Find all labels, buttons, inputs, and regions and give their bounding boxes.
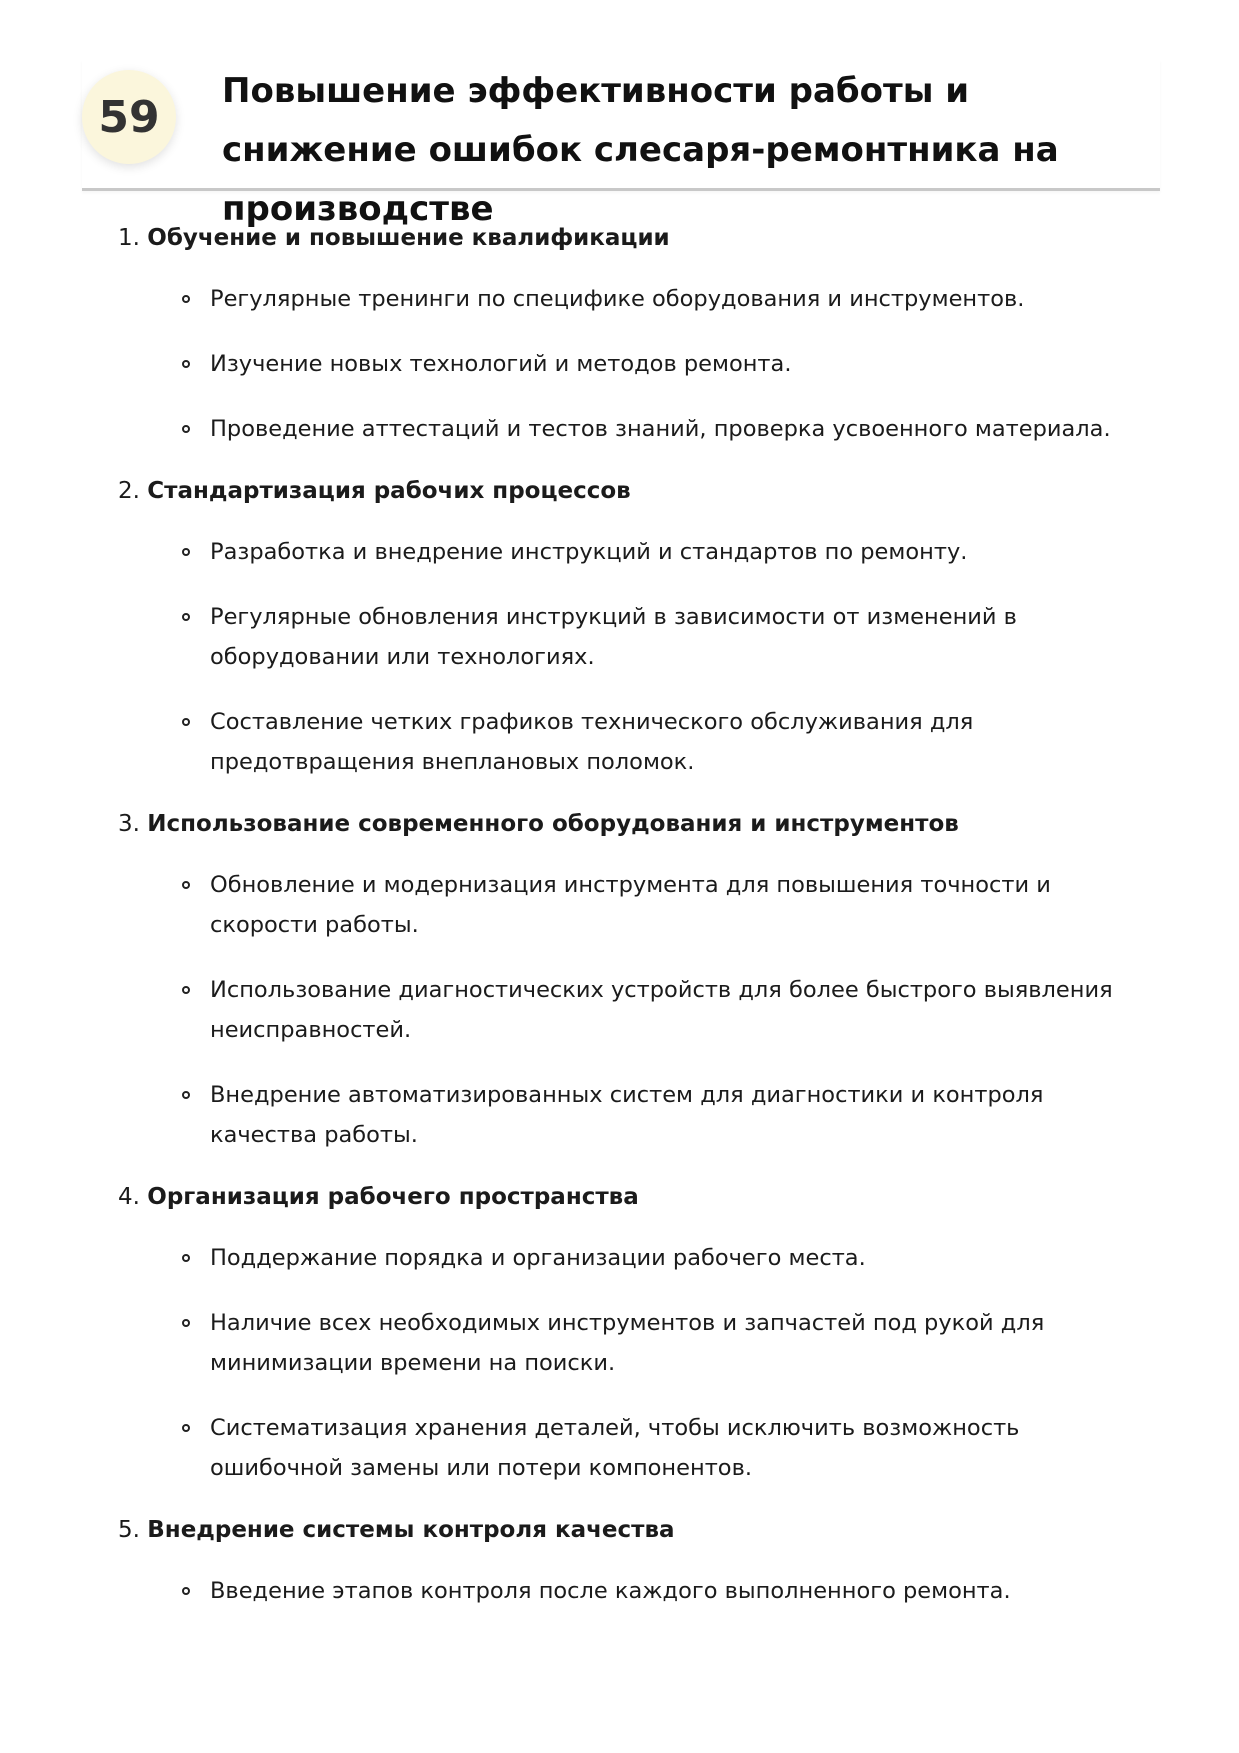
list-item: Регулярные обновления инструкций в зависимости от изменений в оборудовании или технологиях. <box>118 597 1150 677</box>
page-header <box>82 60 1160 229</box>
section-number: 1. <box>118 225 140 251</box>
list-item: Регулярные тренинги по специфике оборудования и инструментов. <box>118 279 1150 319</box>
section-2 <box>118 475 1148 782</box>
section-heading <box>118 222 1148 254</box>
bullet-list <box>118 532 1148 782</box>
bullet-list <box>118 279 1148 449</box>
page-title: Повышение эффективности работы и снижение ошибок слесаря-ремонтника на производстве <box>222 71 1059 229</box>
section-heading <box>118 808 1148 840</box>
bullet-list <box>118 1571 1148 1611</box>
section-number: 5. <box>118 1517 140 1543</box>
list-item: Изучение новых технологий и методов ремонта. <box>118 344 1150 384</box>
list-item: Использование диагностических устройств для более быстрого выявления неисправностей. <box>118 970 1150 1050</box>
section-heading <box>118 475 1148 507</box>
list-item: Проведение аттестаций и тестов знаний, проверка усвоенного материала. <box>118 409 1150 449</box>
list-item: Систематизация хранения деталей, чтобы исключить возможность ошибочной замены или потери компонентов. <box>118 1408 1150 1488</box>
section-title: Стандартизация рабочих процессов <box>147 478 631 504</box>
bullet-list <box>118 1238 1148 1488</box>
section-number: 4. <box>118 1184 140 1210</box>
section-list <box>118 222 1148 1611</box>
section-heading <box>118 1181 1148 1213</box>
section-1 <box>118 222 1148 449</box>
page-number-badge: 59 <box>82 70 176 164</box>
section-3 <box>118 808 1148 1155</box>
section-4 <box>118 1181 1148 1488</box>
section-number: 2. <box>118 478 140 504</box>
list-item: Составление четких графиков технического обслуживания для предотвращения внеплановых поломок. <box>118 702 1150 782</box>
section-5 <box>118 1514 1148 1611</box>
list-item: Разработка и внедрение инструкций и стандартов по ремонту. <box>118 532 1150 572</box>
list-item: Внедрение автоматизированных систем для диагностики и контроля качества работы. <box>118 1075 1150 1155</box>
list-item: Обновление и модернизация инструмента для повышения точности и скорости работы. <box>118 865 1150 945</box>
list-item: Наличие всех необходимых инструментов и запчастей под рукой для минимизации времени на поиски. <box>118 1303 1150 1383</box>
bullet-list <box>118 865 1148 1155</box>
section-title: Использование современного оборудования и инструментов <box>147 811 959 837</box>
content <box>118 222 1148 1637</box>
section-heading <box>118 1514 1148 1546</box>
section-title: Обучение и повышение квалификации <box>147 225 670 251</box>
list-item: Введение этапов контроля после каждого выполненного ремонта. <box>118 1571 1150 1611</box>
section-number: 3. <box>118 811 140 837</box>
list-item: Поддержание порядка и организации рабочего места. <box>118 1238 1150 1278</box>
section-title: Внедрение системы контроля качества <box>147 1517 675 1543</box>
section-title: Организация рабочего пространства <box>147 1184 639 1210</box>
